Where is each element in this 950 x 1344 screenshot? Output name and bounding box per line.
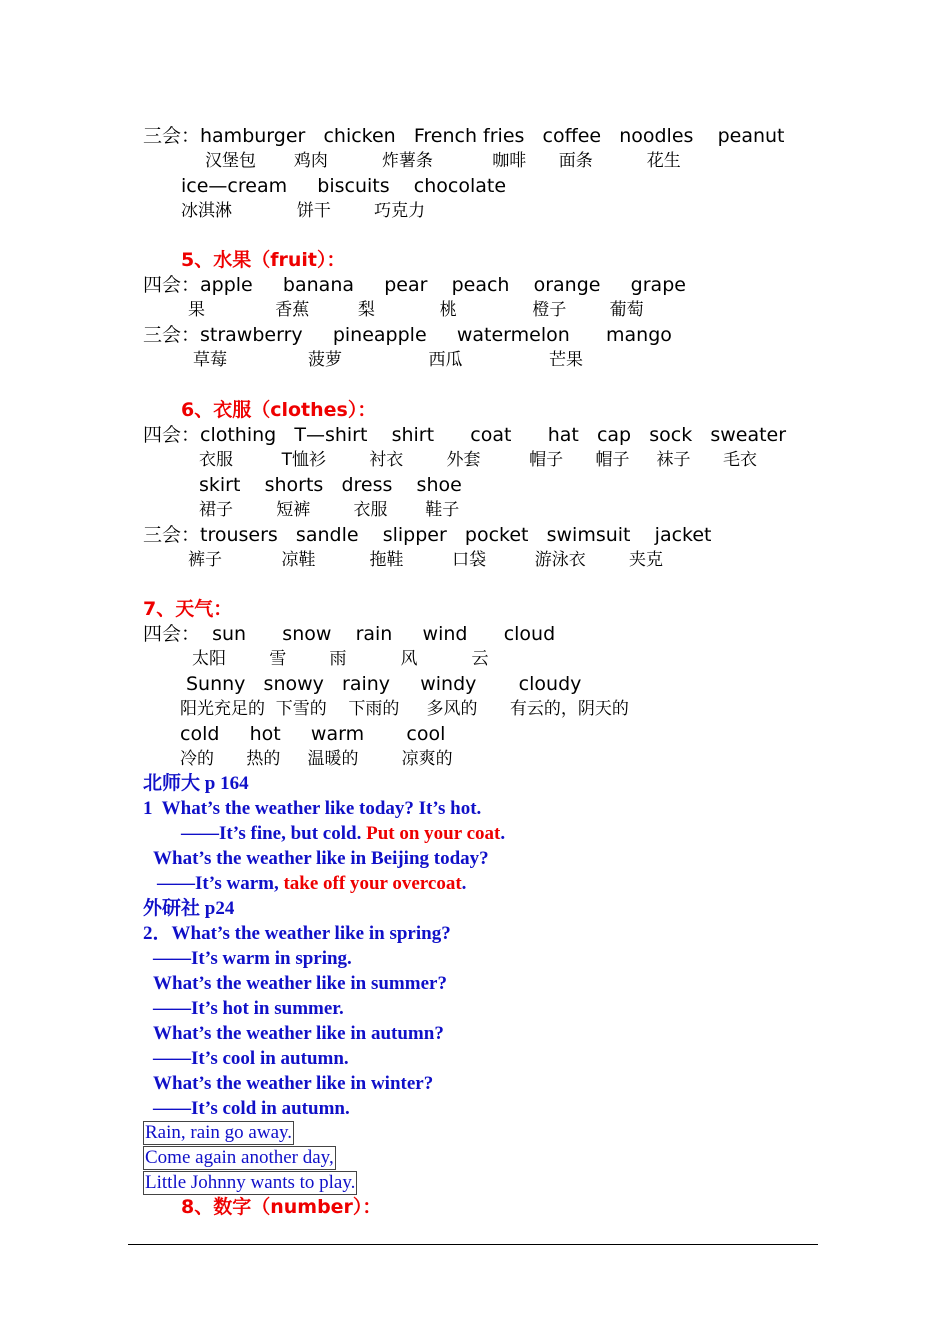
bnu-question-2: What’s the weather like in Beijing today? [153,848,489,869]
weather-four-english: 四会： sun snow rain wind cloud [143,623,556,645]
fruit-four-english: 四会：apple banana pear peach orange grape [143,274,686,296]
clothes-three-english: 三会：trousers sandle slipper pocket swimsuit jacket [143,524,712,546]
food-three-english: 三会：hamburger chicken French fries coffee noodles peanut [143,125,785,147]
rhyme-line: Rain, rain go away. [145,1122,293,1143]
fltrp-line: ——It’s hot in summer. [153,998,344,1019]
fltrp-line: ——It’s warm in spring. [153,948,352,969]
bnu-section-title: 北师大 p 164 [143,773,249,794]
weather-four-chinese: 太阳 雪 雨 风 云 [192,649,489,669]
rhyme-line: Little Johnny wants to play. [145,1172,356,1193]
fltrp-line: ——It’s cool in autumn. [153,1048,349,1069]
fltrp-section-title: 外研社 p24 [143,898,235,919]
weather-heading: 7、天气： [143,598,233,620]
bnu-answer-2-period: . [461,873,467,894]
fltrp-line: What’s the weather like in autumn? [153,1023,444,1044]
bnu-answer-1-highlight: Put on your coat [366,823,501,844]
clothes-chinese-2: 裙子 短裤 衣服 鞋子 [199,500,460,520]
bnu-answer-1-period: . [500,823,506,844]
food-three-english-2: ice—cream biscuits chocolate [181,175,507,197]
fltrp-line: 2．What’s the weather like in spring? [143,923,451,944]
food-three-chinese: 汉堡包 鸡肉 炸薯条 咖啡 面条 花生 [205,151,681,171]
clothes-four-chinese: 衣服 T恤衫 衬衣 外套 帽子 帽子 袜子 毛衣 [199,450,757,470]
fltrp-line: ——It’s cold in autumn. [153,1098,350,1119]
bnu-answer-2-text: ——It’s warm, [157,873,284,894]
bnu-answer-1 [181,822,505,846]
bnu-question-1: 1 What’s the weather like today? It’s hot. [143,798,482,819]
fltrp-line: What’s the weather like in summer? [153,973,447,994]
temperature-english: cold hot warm cool [180,723,446,745]
clothes-english-2: skirt shorts dress shoe [199,474,462,496]
fltrp-line: What’s the weather like in winter? [153,1073,434,1094]
fruit-three-english: 三会：strawberry pineapple watermelon mango [143,324,672,346]
clothes-four-english: 四会：clothing T—shirt shirt coat hat cap sock sweater [143,424,787,446]
weather-adjectives-english: Sunny snowy rainy windy cloudy [186,673,582,695]
bnu-answer-2 [157,872,466,896]
bnu-answer-1-text: ——It’s fine, but cold. [181,823,367,844]
weather-adjectives-chinese: 阳光充足的 下雪的 下雨的 多风的 有云的，阴天的 [180,699,629,719]
fruit-heading: 5、水果（fruit）： [181,249,346,271]
rhyme-line: Come again another day, [145,1147,334,1168]
clothes-three-chinese: 裤子 凉鞋 拖鞋 口袋 游泳衣 夹克 [188,550,663,570]
bnu-answer-2-highlight: take off your overcoat [283,873,462,894]
clothes-heading: 6、衣服（clothes）： [181,399,377,421]
food-three-chinese-2: 冰淇淋 饼干 巧克力 [181,201,426,221]
fruit-four-chinese: 果 香蕉 梨 桃 橙子 葡萄 [188,300,644,320]
fruit-three-chinese: 草莓 菠萝 西瓜 芒果 [193,350,583,370]
numbers-heading: 8、数字（number）： [181,1196,382,1218]
footer-divider [128,1244,818,1245]
temperature-chinese: 冷的 热的 温暖的 凉爽的 [180,749,453,769]
